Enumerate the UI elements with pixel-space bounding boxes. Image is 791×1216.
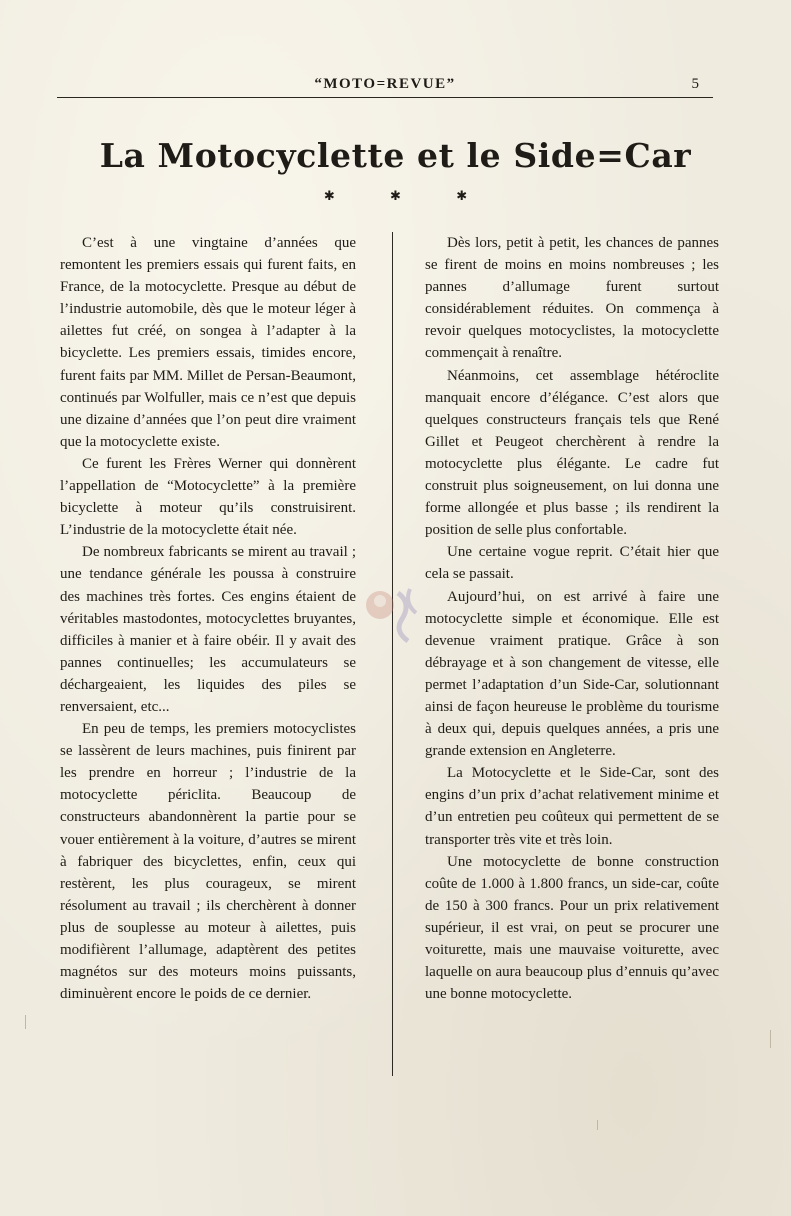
header-rule	[57, 97, 713, 98]
paragraph: Ce furent les Frères Werner qui donnèrent l’appellation de “Motocyclette” à la première bicyclette à moteur qu’ils construisirent. L’industrie de la motocyclette était née.	[60, 455, 356, 539]
paragraph: Une certaine vogue reprit. C’était hier que cela se passait.	[425, 544, 719, 583]
paragraph: Néanmoins, cet assemblage hétéroclite manquait encore d’élégance. C’est alors que quelques constructeurs français tels que René Gillet et Peugeot cherchèrent à rendre la motocyclette plus élégante. Le cadre fut construit plus soigneusement, on lui donna une forme allongée et plus basse ; ils rendirent la position de selle plus confortable.	[425, 367, 719, 539]
running-title: “MOTO=REVUE”	[314, 76, 456, 92]
left-column	[60, 232, 356, 1005]
right-column	[425, 232, 719, 1005]
library-stamp-icon	[358, 575, 426, 647]
page-number: 5	[691, 76, 699, 92]
paragraph: Une motocyclette de bonne construction coûte de 1.000 à 1.800 francs, un side-car, coûte de 150 à 300 francs. Pour un prix relativement supérieur, il est vrai, on peut se procurer une voiturette, mais une mauvaise voiturette, avec laquelle on aura beaucoup plus d’ennuis qu’avec une bonne motocyclette.	[425, 853, 719, 1003]
paper-mark	[597, 1120, 598, 1130]
column-divider	[392, 232, 393, 1076]
paper-mark	[25, 1015, 26, 1029]
title-ornament: ✱ ✱ ✱	[323, 188, 494, 203]
paragraph: La Motocyclette et le Side-Car, sont des engins d’un prix d’achat relativement minime et d’un entretien peu coûteux qui permettent de se transporter très vite et très loin.	[425, 765, 719, 848]
article-title: La Motocyclette et le Side=Car	[99, 136, 692, 175]
paragraph: De nombreux fabricants se mirent au travail ; une tendance générale les poussa à construire des machines très fortes. Ces engins étaient de véritables mastodontes, motocyclettes bruyantes, difficiles à manier et à faire obéir. Il y avait des pannes continuelles; les accumulateurs se déchargeaient, les liquides des piles se renversaient, etc...	[60, 544, 356, 715]
paper-mark	[770, 1030, 771, 1048]
paragraph: En peu de temps, les premiers motocyclistes se lassèrent de leurs machines, puis finirent par les prendre en horreur ; l’industrie de la motocyclette périclita. Beaucoup de constructeurs abandonnèrent la partie pour se vouer entièrement à la voiture, d’autres se mirent à fabriquer des bicyclettes, enfin, ceux qui restèrent, les plus courageux, se mirent résolument au travail ; ils cherchèrent à donner plus de souplesse au moteur à ailettes, puis modifièrent l’allumage, adaptèrent des petites magnétos sur des moteurs moins puissants, diminuèrent encore le poids de ce dernier.	[60, 721, 356, 1003]
page-header	[57, 76, 713, 98]
paragraph: C’est à une vingtaine d’années que remontent les premiers essais qui furent faits, en France, de la motocyclette. Presque au début de l’industrie automobile, dès que le moteur léger à ailettes fut créé, on songea à l’adapter à la bicyclette. Les premiers essais, timides encore, furent faits par MM. Millet de Persan-Beaumont, continués par Wolfuller, mais ce n’est que depuis une dizaine d’années que l’on peut dire vraiment que la motocyclette existe.	[60, 235, 356, 450]
paragraph: Aujourd’hui, on est arrivé à faire une motocyclette simple et économique. Elle est devenue vraiment pratique. Grâce à son débrayage et à son changement de vitesse, elle permet l’adaptation d’un Side-Car, solutionnant ainsi de façon heureuse le problème du tourisme à deux qui, depuis quelques années, a pris une grande extension en Angleterre.	[425, 588, 719, 760]
paragraph: Dès lors, petit à petit, les chances de pannes se firent de moins en moins nombreuses ; les pannes d’allumage furent surtout considérablement réduites. On commença à revoir quelques motocyclistes, la motocyclette commençait à renaître.	[425, 235, 719, 362]
